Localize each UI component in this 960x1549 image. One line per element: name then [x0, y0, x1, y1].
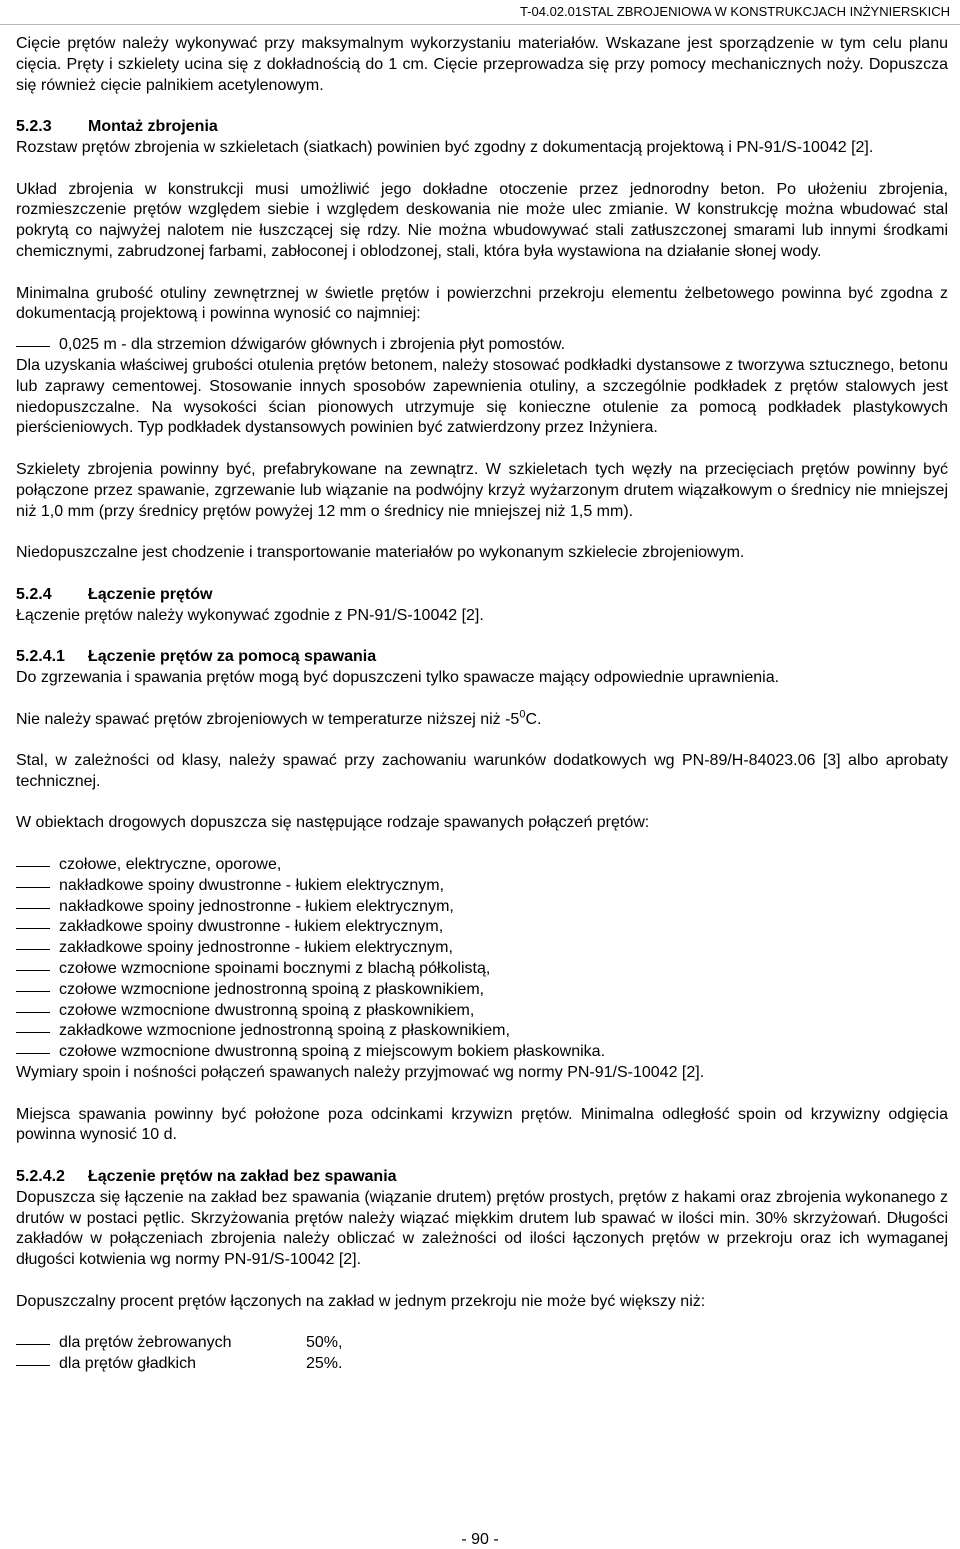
section-title: Łączenie prętów na zakład bez spawania	[88, 1168, 397, 1186]
percent-value: 25%.	[306, 1355, 343, 1373]
list-item: czołowe wzmocnione dwustronną spoiną z miejscowym bokiem płaskownika.	[16, 1042, 948, 1063]
section-number: 5.2.4	[16, 585, 52, 603]
list-item	[16, 1333, 948, 1354]
temperature-text: Nie należy spawać prętów zbrojeniowych w temperaturze niższej niż -5	[16, 710, 520, 728]
paragraph: Miejsca spawania powinny być położone poza odcinkami krzywizn prętów. Minimalna odległość spoin od krzywizny odgięcia powinna wynosić 10 d.	[16, 1105, 948, 1144]
paragraph: Dopuszczalny procent prętów łączonych na zakład w jednym przekroju nie może być większy niż:	[16, 1292, 706, 1310]
section-number: 5.2.4.2	[16, 1168, 65, 1186]
page-number: - 90 -	[461, 1531, 499, 1548]
document-body	[16, 34, 948, 1375]
header-divider	[0, 24, 960, 25]
bar-type-label: dla prętów żebrowanych	[59, 1334, 232, 1352]
weld-types-list	[16, 855, 948, 1063]
percent-value: 50%,	[306, 1334, 343, 1352]
paragraph: Do zgrzewania i spawania prętów mogą być dopuszczeni tylko spawacze mający odpowiednie uprawnienia.	[16, 668, 780, 686]
list-item: zakładkowe wzmocnione jednostronną spoiną z płaskownikiem,	[16, 1021, 948, 1042]
list-item: 0,025 m - dla strzemion dźwigarów głównych i zbrojenia płyt pomostów.	[16, 335, 948, 356]
paragraph: W obiektach drogowych dopuszcza się następujące rodzaje spawanych połączeń prętów:	[16, 814, 650, 832]
list-item: czołowe wzmocnione jednostronną spoiną z płaskownikiem,	[16, 980, 948, 1001]
intro-paragraph: Cięcie prętów należy wykonywać przy maksymalnym wykorzystaniu materiałów. Wskazane jest sporządzenie w tym celu planu cięcia. Pręty i szkielety ucina się z dokładnością do 1 cm. Cięcie przeprowadza się przy pomocy mechanicznych noży. Dopuszcza się również cięcie palnikiem acetylenowym.	[16, 35, 948, 94]
section-number: 5.2.3	[16, 118, 52, 136]
list-item: czołowe, elektryczne, oporowe,	[16, 855, 948, 876]
list-item	[16, 1354, 948, 1375]
section-title: Montaż zbrojenia	[88, 118, 218, 136]
paragraph: Łączenie prętów należy wykonywać zgodnie z PN-91/S-10042 [2].	[16, 606, 484, 624]
list-item: nakładkowe spoiny dwustronne - łukiem elektrycznym,	[16, 876, 948, 897]
paragraph: Stal, w zależności od klasy, należy spawać przy zachowaniu warunków dodatkowych wg PN-89/H-84023.06 [3] albo aprobaty technicznej.	[16, 752, 948, 790]
running-header: T-04.02.01STAL ZBROJENIOWA W KONSTRUKCJACH INŻYNIERSKICH	[519, 4, 950, 19]
paragraph	[16, 710, 948, 731]
cover-list	[16, 335, 948, 356]
temperature-unit: C.	[525, 710, 542, 728]
percent-list	[16, 1333, 948, 1375]
paragraph: Dopuszcza się łączenie na zakład bez spawania (wiązanie drutem) prętów prostych, prętów z hakami oraz zbrojenia wykonanego z drutów w postaci pętlic. Skrzyżowania prętów należy wiązać miękkim drutem lub spawać w ilości min. 30% skrzyżowań. Długości zakładów w połączeniach zbrojenia należy obliczać w zależności od ilości łączonych prętów w przekroju oraz ich wymaganej długości kotwienia wg normy PN-91/S-10042 [2].	[16, 1188, 948, 1269]
paragraph: Niedopuszczalne jest chodzenie i transportowanie materiałów po wykonanym szkielecie zbrojeniowym.	[16, 544, 745, 562]
paragraph: Rozstaw prętów zbrojenia w szkieletach (siatkach) powinien być zgodny z dokumentacją projektową i PN-91/S-10042 [2].	[16, 138, 874, 156]
section-title: Łączenie prętów za pomocą spawania	[88, 648, 377, 666]
section-number: 5.2.4.1	[16, 648, 65, 666]
paragraph: Dla uzyskania właściwej grubości otulenia prętów betonem, należy stosować podkładki dystansowe z tworzywa sztucznego, betonu lub zaprawy cementowej. Stosowanie innych sposobów zapewnienia otuliny, a szczególnie podkładek z prętów stalowych jest niedopuszczalne. Na wysokości ścian pionowych utrzymuje się konieczne otulenie za pomocą podkładek plastykowych pierścieniowych. Typ podkładek dystansowych powinien być zatwierdzony przez Inżyniera.	[16, 356, 948, 437]
paragraph: Wymiary spoin i nośności połączeń spawanych należy przyjmować wg normy PN-91/S-10042 [2].	[16, 1064, 705, 1082]
section-heading-5-2-4-2	[16, 1167, 948, 1188]
list-item: zakładkowe spoiny dwustronne - łukiem elektrycznym,	[16, 917, 948, 938]
paragraph: Minimalna grubość otuliny zewnętrznej w świetle prętów i powierzchni przekroju elementu żelbetowego powinna być zgodna z dokumentacją projektową i powinna wynosić co najmniej:	[16, 284, 948, 323]
bar-type-label: dla prętów gładkich	[59, 1355, 196, 1373]
section-heading-5-2-3	[16, 117, 948, 138]
paragraph: Szkielety zbrojenia powinny być, prefabrykowane na zewnątrz. W szkieletach tych węzły na przecięciach prętów powinny być połączone przez spawanie, zgrzewanie lub wiązanie na podwójny krzyż wyżarzonym drutem wiązałkowym o średnicy nie mniejszej niż 1,0 mm (przy średnicy prętów powyżej 12 mm o średnicy nie mniejszej niż 1,5 mm).	[16, 460, 948, 520]
section-heading-5-2-4-1	[16, 647, 948, 668]
degree-superscript: 0	[519, 708, 526, 721]
list-item: czołowe wzmocnione spoinami bocznymi z blachą półkolistą,	[16, 959, 948, 980]
section-heading-5-2-4	[16, 585, 948, 606]
list-item: zakładkowe spoiny jednostronne - łukiem elektrycznym,	[16, 938, 948, 959]
section-title: Łączenie prętów	[88, 585, 213, 603]
paragraph: Układ zbrojenia w konstrukcji musi umożliwić jego dokładne otoczenie przez jednorodny beton. Po ułożeniu zbrojenia, rozmieszczenie prętów względem siebie i względem deskowania nie może ulec zmianie. W konstrukcję można wbudować stal pokrytą co najwyżej nalotem nie łuszczącej się rdzy. Nie można wbudowywać stali zatłuszczonej smarami lub innymi środkami chemicznymi, zabrudzonej farbami, zabłoconej i oblodzonej, stali, która była wystawiona na działanie słonej wody.	[16, 180, 948, 260]
list-item: nakładkowe spoiny jednostronne - łukiem elektrycznym,	[16, 897, 948, 918]
list-item: czołowe wzmocnione dwustronną spoiną z płaskownikiem,	[16, 1001, 948, 1022]
